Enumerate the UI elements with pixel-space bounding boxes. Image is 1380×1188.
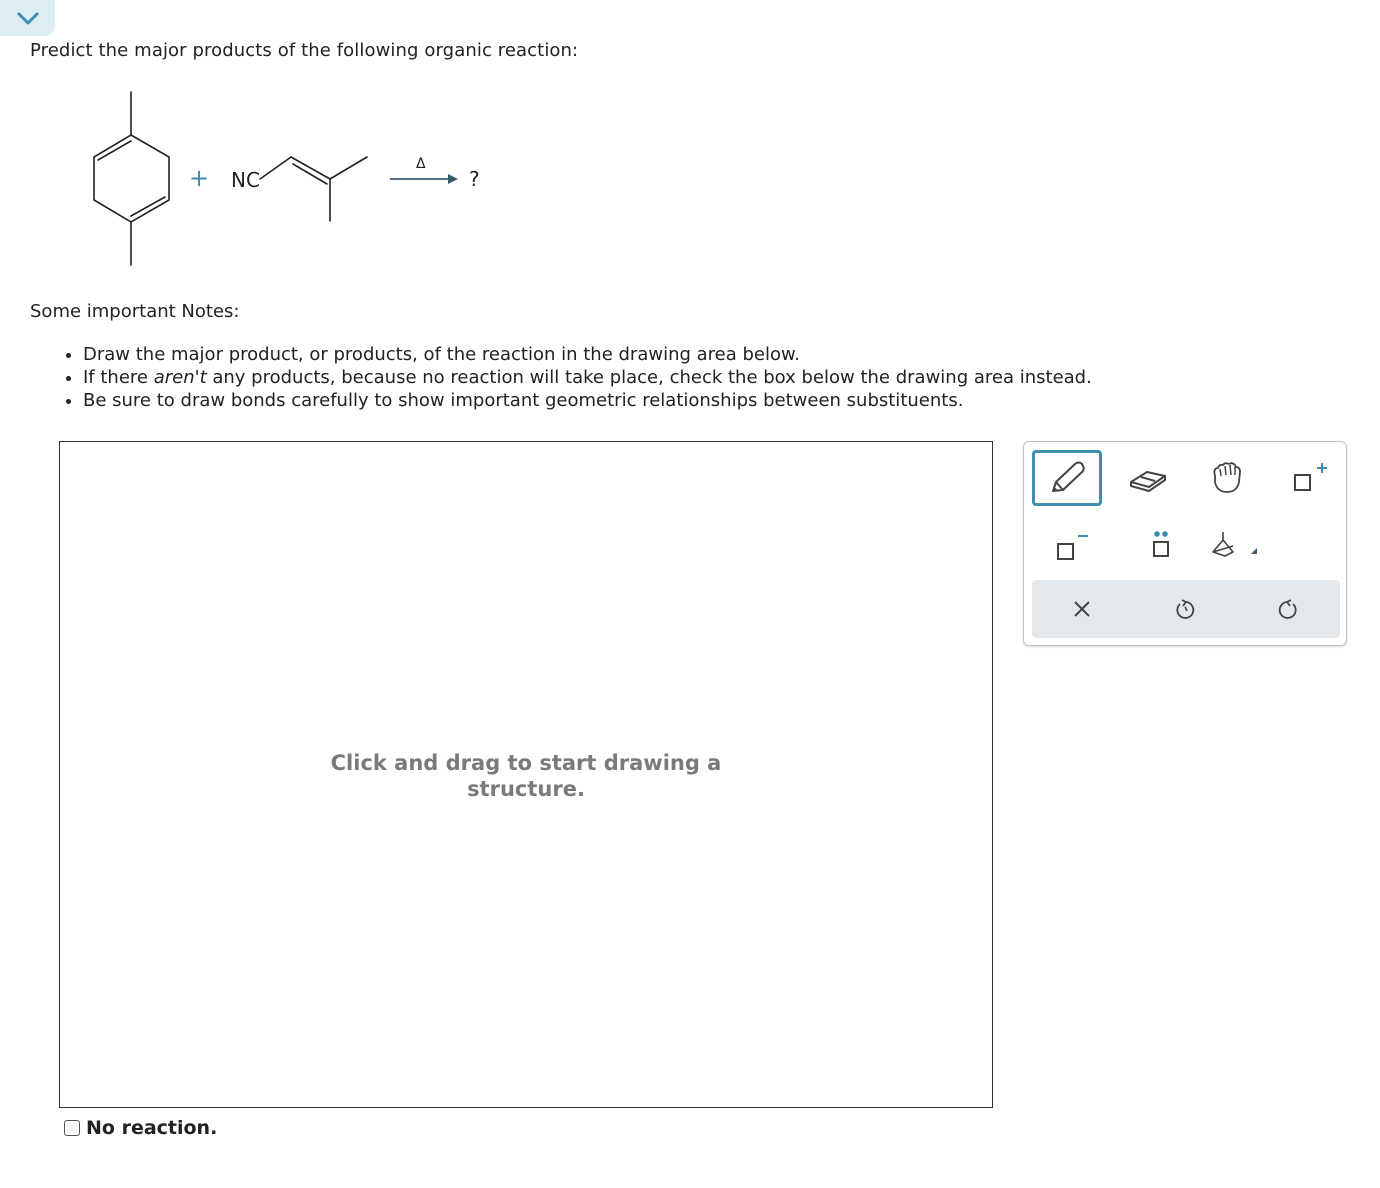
- note-item: • Be sure to draw bonds carefully to show important geometric relationships between substituents.: [83, 389, 1092, 412]
- chevron-down-icon: [15, 9, 41, 27]
- drawing-canvas[interactable]: [59, 441, 993, 1108]
- pencil-icon: [1045, 458, 1089, 498]
- question-prompt: Predict the major products of the following organic reaction:: [30, 40, 579, 61]
- notes-list: [30, 343, 1092, 412]
- redo-icon: [1276, 597, 1300, 621]
- hand-tool-button[interactable]: [1192, 450, 1262, 506]
- action-bar: [1032, 580, 1340, 638]
- templates-icon: [1197, 524, 1257, 564]
- emphasis-text: aren't: [153, 367, 207, 388]
- clear-button[interactable]: [1042, 580, 1122, 638]
- lone-pair-tool-button[interactable]: [1112, 516, 1182, 572]
- product-placeholder: ?: [469, 167, 480, 191]
- diene-structure: [94, 92, 169, 265]
- templates-tool-button[interactable]: [1192, 516, 1262, 572]
- plus-sign: +: [189, 164, 210, 192]
- negative-charge-tool-button[interactable]: [1032, 516, 1102, 572]
- positive-charge-tool-button[interactable]: [1272, 450, 1342, 506]
- negative-charge-icon: [1045, 524, 1089, 564]
- redo-button[interactable]: [1248, 580, 1328, 638]
- eraser-icon: [1125, 458, 1169, 498]
- positive-charge-icon: [1285, 458, 1329, 498]
- undo-icon: [1173, 597, 1197, 621]
- eraser-tool-button[interactable]: [1112, 450, 1182, 506]
- reaction-condition: Δ: [416, 156, 426, 172]
- notes-title: Some important Notes:: [30, 301, 240, 322]
- collapse-toggle-button[interactable]: [0, 0, 55, 36]
- note-item: • Draw the major product, or products, of the reaction in the drawing area below.: [83, 343, 1092, 366]
- reaction-scheme: [80, 85, 520, 275]
- no-reaction-checkbox[interactable]: [64, 1117, 217, 1139]
- lone-pair-icon: [1125, 524, 1169, 564]
- reagent-label: NC: [231, 168, 260, 192]
- drawing-toolbar: [1023, 441, 1347, 646]
- checkbox-box[interactable]: [64, 1120, 80, 1136]
- undo-button[interactable]: [1145, 580, 1225, 638]
- dienophile-structure: [260, 157, 367, 221]
- clear-icon: [1071, 598, 1093, 620]
- pencil-tool-button[interactable]: [1032, 450, 1102, 506]
- no-reaction-label: No reaction.: [86, 1117, 218, 1139]
- note-item: • If there aren't any products, because no reaction will take place, check the box below the drawing area instead.: [83, 366, 1092, 389]
- canvas-hint: Click and drag to start drawing a structure.: [330, 751, 722, 801]
- reaction-arrow: [390, 174, 458, 184]
- hand-icon: [1205, 458, 1249, 498]
